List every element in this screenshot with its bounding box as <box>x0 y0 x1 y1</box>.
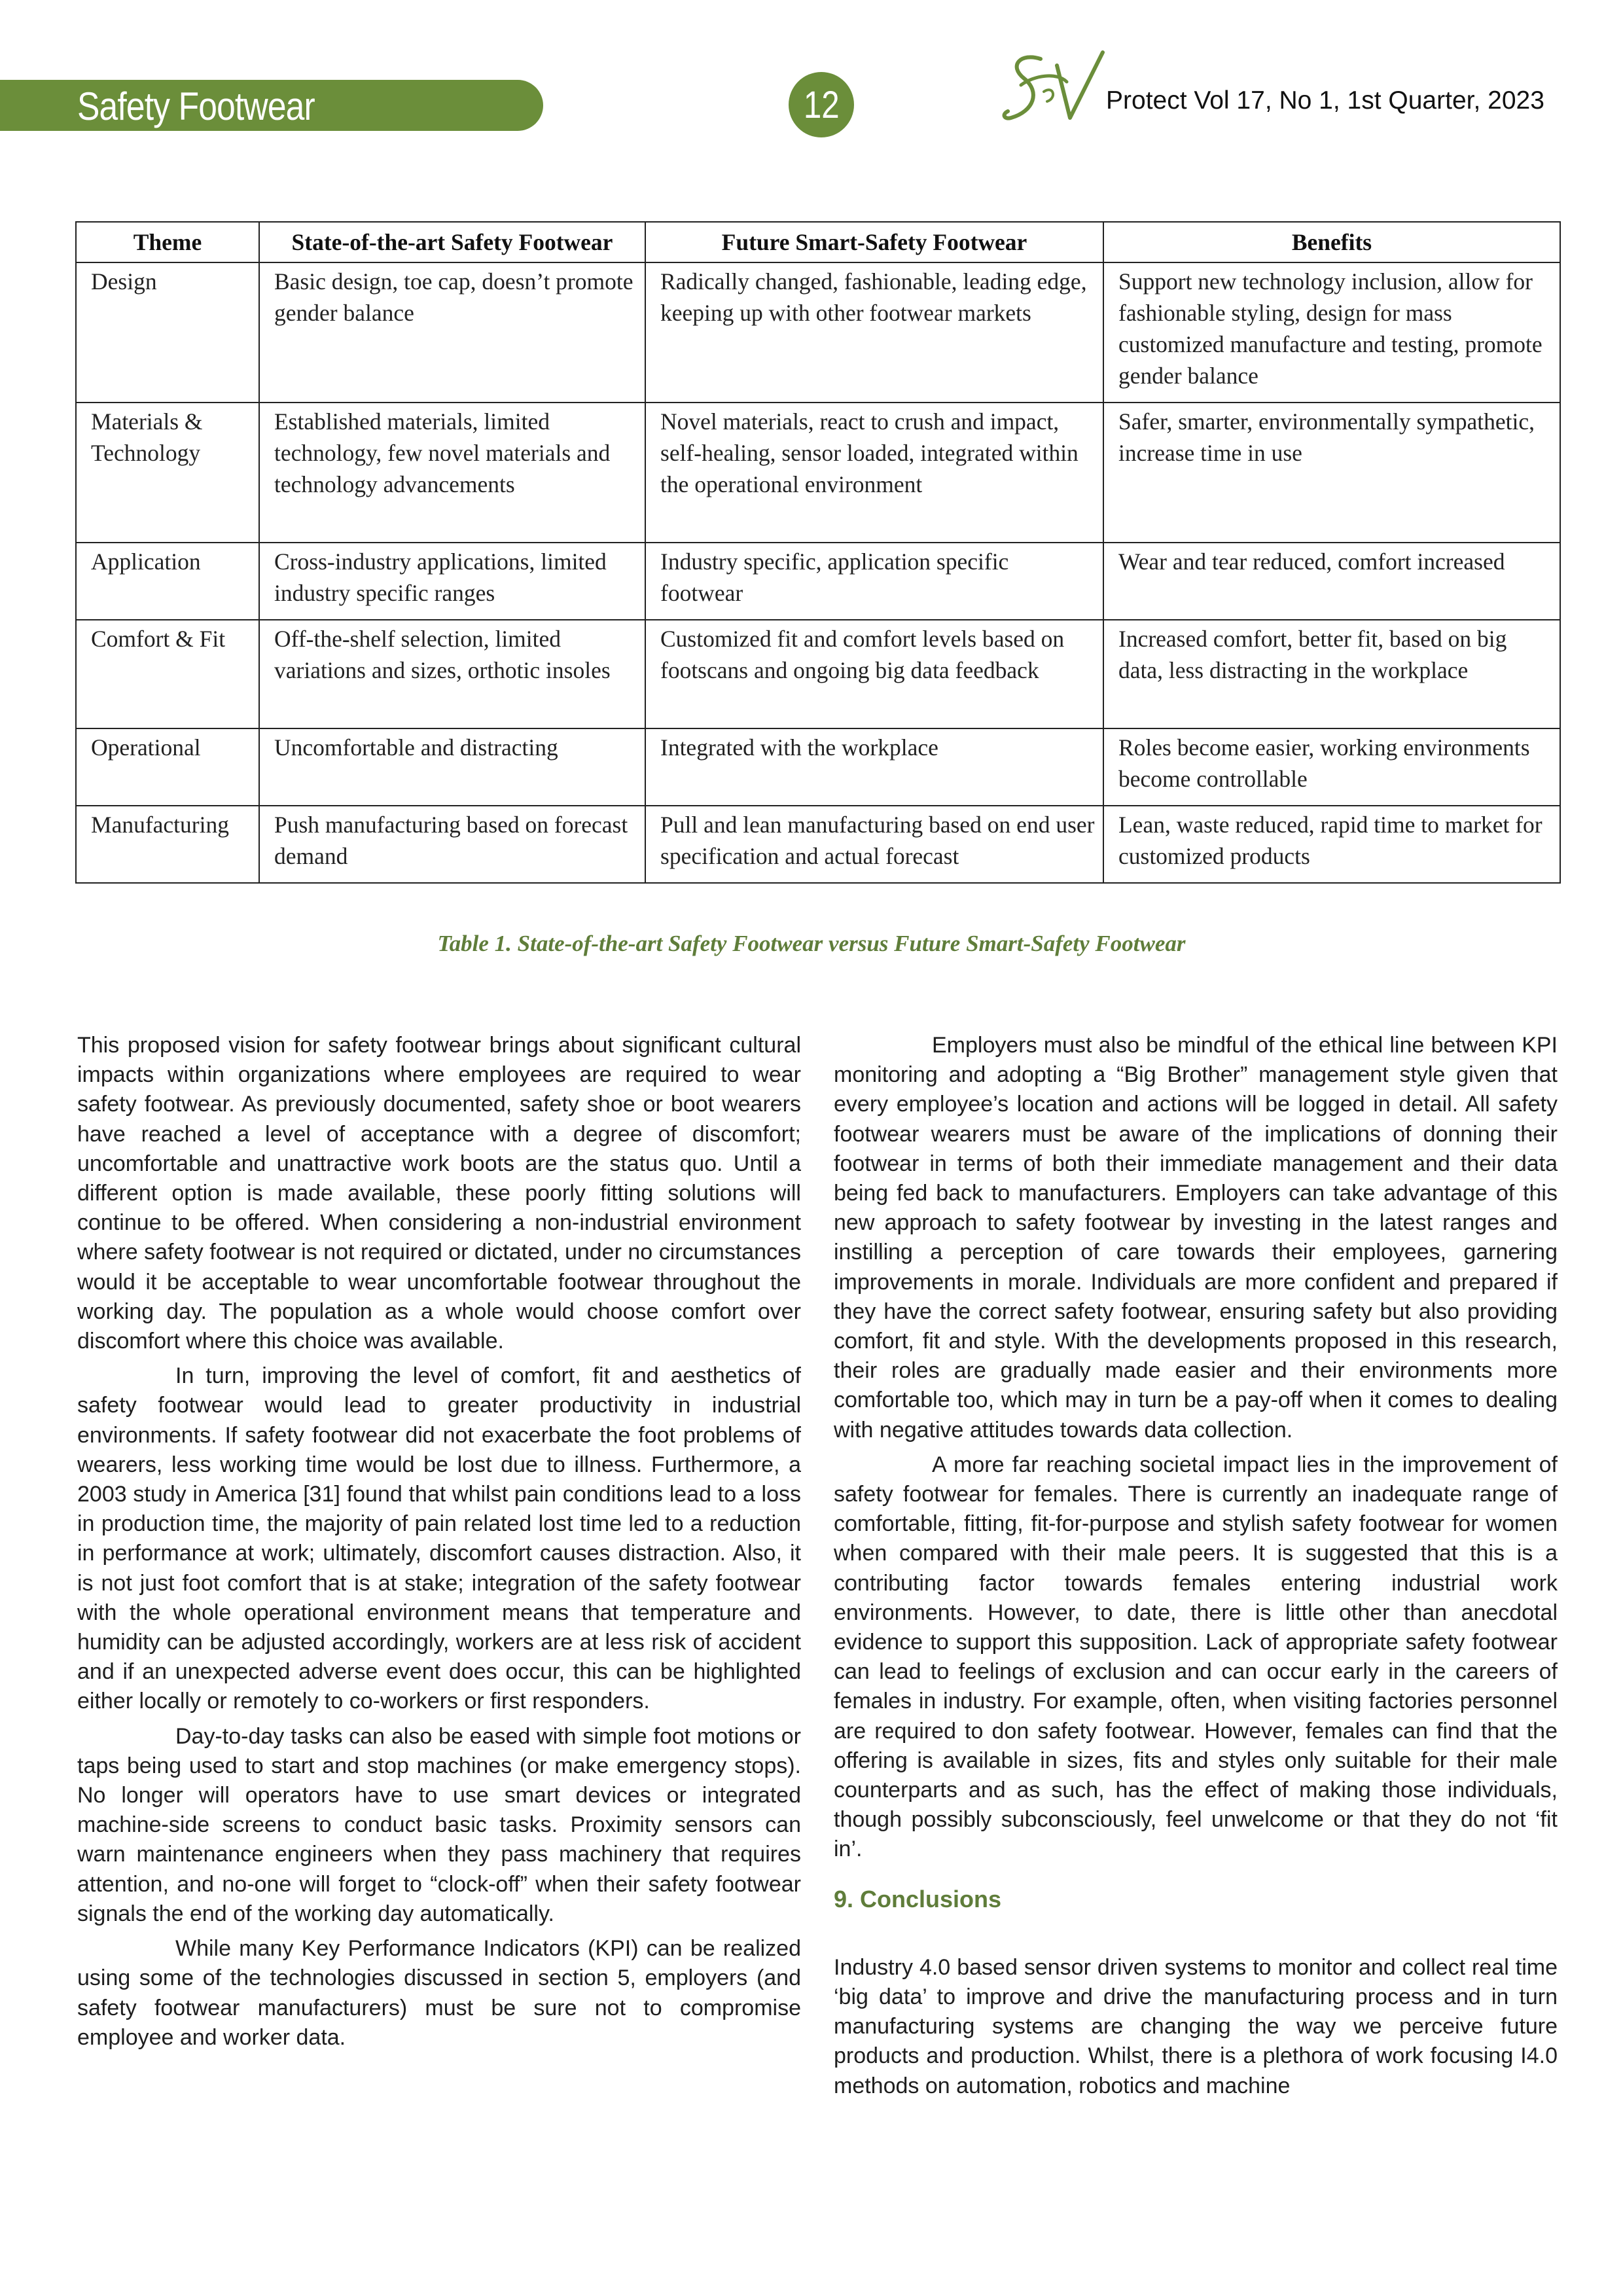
table-cell: Materials & Technology <box>76 403 259 543</box>
paragraph: Day-to-day tasks can also be eased with simple foot motions or taps being used to start and stop machines (or make emergency stops). No longer will operators have to use smart devices or integrated machine-side screens to conduct basic tasks. Proximity sensors can warn maintenance engineers when they pass machinery that requires attention, and no-one will forget to “clock-off” when their safety footwear signals the end of the working day automatically. <box>77 1723 801 1926</box>
table-row <box>76 728 1560 806</box>
paragraph: A more far reaching societal impact lies in the improvement of safety footwear for females. There is currently an inadequate range of comfortable, fitting, fit-for-purpose and stylish safety footwear for women when compared with their male peers. It is suggested that this is a contributing factor towards females entering industrial work environments. However, to date, there is little other than anecdotal evidence to support this supposition. Lack of appropriate safety footwear can lead to feelings of exclusion and can occur early in the careers of females in industry. For example, often, when visiting factories personnel are required to don safety footwear. However, females can find that the offering is available in sizes, fits and styles only suitable for their male counterparts and as such, has the effect of making those individuals, though possibly subconsciously, feel unwelcome or that they do not ‘fit in’. <box>834 1452 1558 1862</box>
journal-citation: Protect Vol 17, No 1, 1st Quarter, 2023 <box>1106 86 1544 115</box>
table-cell: Radically changed, fashionable, leading edge, keeping up with other footwear markets <box>645 262 1103 403</box>
table-cell: Application <box>76 543 259 620</box>
table-cell: Support new technology inclusion, allow for fashionable styling, design for mass customized manufacture and testing, promote gender balance <box>1103 262 1560 403</box>
table-row <box>76 806 1560 883</box>
table-cell: Integrated with the workplace <box>645 728 1103 806</box>
table-cell: Comfort & Fit <box>76 620 259 728</box>
table-cell: Off-the-shelf selection, limited variations and sizes, orthotic insoles <box>259 620 645 728</box>
table-cell: Safer, smarter, environmentally sympathetic, increase time in use <box>1103 403 1560 543</box>
header-state-of-the-art: State-of-the-art Safety Footwear <box>259 222 645 262</box>
page-number: 12 <box>803 83 840 126</box>
table-cell: Industry specific, application specific footwear <box>645 543 1103 620</box>
table-cell: Basic design, toe cap, doesn’t promote gender balance <box>259 262 645 403</box>
paragraph: While many Key Performance Indicators (KPI) can be realized using some of the technologies discussed in section 5, employers (and safety footwear manufacturers) must be sure not to compromise employee and worker data. <box>77 1936 801 2050</box>
table-row <box>76 403 1560 543</box>
table-cell: Established materials, limited technology, few novel materials and technology advancements <box>259 403 645 543</box>
comparison-table <box>75 221 1561 884</box>
paragraph: This proposed vision for safety footwear brings about significant cultural impacts within organizations where employees are required to wear safety footwear. As previously documented, safety shoe or boot wearers have reached a level of acceptance with a degree of discomfort; uncomfortable and unattractive work boots are the status quo. Until a different option is made available, these poorly fitting solutions will continue to be offered. When considering a non-industrial environment where safety footwear is not required or dictated, under no circumstances would it be acceptable to wear uncomfortable footwear throughout the working day. The population as a whole would choose comfort over discomfort where this choice was available. <box>77 1033 801 1354</box>
table-cell: Uncomfortable and distracting <box>259 728 645 806</box>
table-cell: Manufacturing <box>76 806 259 883</box>
table-row <box>76 620 1560 728</box>
table-cell: Operational <box>76 728 259 806</box>
table-cell: Increased comfort, better fit, based on big data, less distracting in the workplace <box>1103 620 1560 728</box>
table-header-row <box>76 222 1560 262</box>
paragraph: In turn, improving the level of comfort, fit and aesthetics of safety footwear would lead to greater productivity in industrial environments. If safety footwear did not exacerbate the foot problems of wearers, less working time would be lost due to illness. Furthermore, a 2003 study in America [31] found that whilst pain conditions lead to a loss in production time, the majority of pain related lost time led to a reduction in performance at work; ultimately, discomfort causes distraction. Also, it is not just foot comfort that is at stake; integration of the safety footwear with the whole operational environment means that temperature and humidity can be adjusted accordingly, workers are at less risk of accident and if an unexpected adverse event does occur, this can be highlighted either locally or remotely to co-workers or first responders. <box>77 1363 801 1714</box>
left-column <box>77 1031 801 2058</box>
table-cell: Push manufacturing based on forecast demand <box>259 806 645 883</box>
table-cell: Lean, waste reduced, rapid time to market for customized products <box>1103 806 1560 883</box>
table-row <box>76 262 1560 403</box>
paragraph: Employers must also be mindful of the ethical line between KPI monitoring and adopting a “Big Brother” management style given that every employee’s location and actions will be logged in detail. All safety footwear wearers must be aware of the implications of donning their footwear in terms of both their immediate management and their data being fed back to manufacturers. Employers can take advantage of this new approach to safety footwear by investing in the latest ranges and instilling a perception of care towards their employees, garnering improvements in morale. Individuals are more confident and prepared if they have the correct safety footwear, ensuring safety but also providing comfort, fit and style. With the developments proposed in this research, their roles are gradually made easier and their environments more comfortable too, which may in turn be a pay-off when it comes to dealing with negative attitudes towards data collection. <box>834 1033 1558 1443</box>
header-benefits: Benefits <box>1103 222 1560 262</box>
right-column <box>834 1031 1558 2106</box>
section-label: Safety Footwear <box>77 84 315 128</box>
section-tab <box>0 80 543 131</box>
header-theme: Theme <box>76 222 259 262</box>
table-cell: Design <box>76 262 259 403</box>
section-heading: 9. Conclusions <box>834 1885 1002 1912</box>
table-cell: Roles become easier, working environments become controllable <box>1103 728 1560 806</box>
table-cell: Novel materials, react to crush and impact, self-healing, sensor loaded, integrated within the operational environment <box>645 403 1103 543</box>
table-cell: Cross-industry applications, limited industry specific ranges <box>259 543 645 620</box>
table-row <box>76 543 1560 620</box>
table-cell: Customized fit and comfort levels based on footscans and ongoing big data feedback <box>645 620 1103 728</box>
paragraph: Industry 4.0 based sensor driven systems to monitor and collect real time ‘big data’ to improve and drive the manufacturing process and in turn manufacturing systems are changing the way we perceive future products and production. Whilst, there is a plethora of work focusing I4.0 methods on automation, robotics and machine <box>834 1954 1558 2098</box>
header-future: Future Smart-Safety Footwear <box>645 222 1103 262</box>
table-cell: Pull and lean manufacturing based on end user specification and actual forecast <box>645 806 1103 883</box>
page-number-badge <box>789 72 854 137</box>
table-cell: Wear and tear reduced, comfort increased <box>1103 543 1560 620</box>
table-caption: Table 1. State-of-the-art Safety Footwear versus Future Smart-Safety Footwear <box>437 931 1186 956</box>
